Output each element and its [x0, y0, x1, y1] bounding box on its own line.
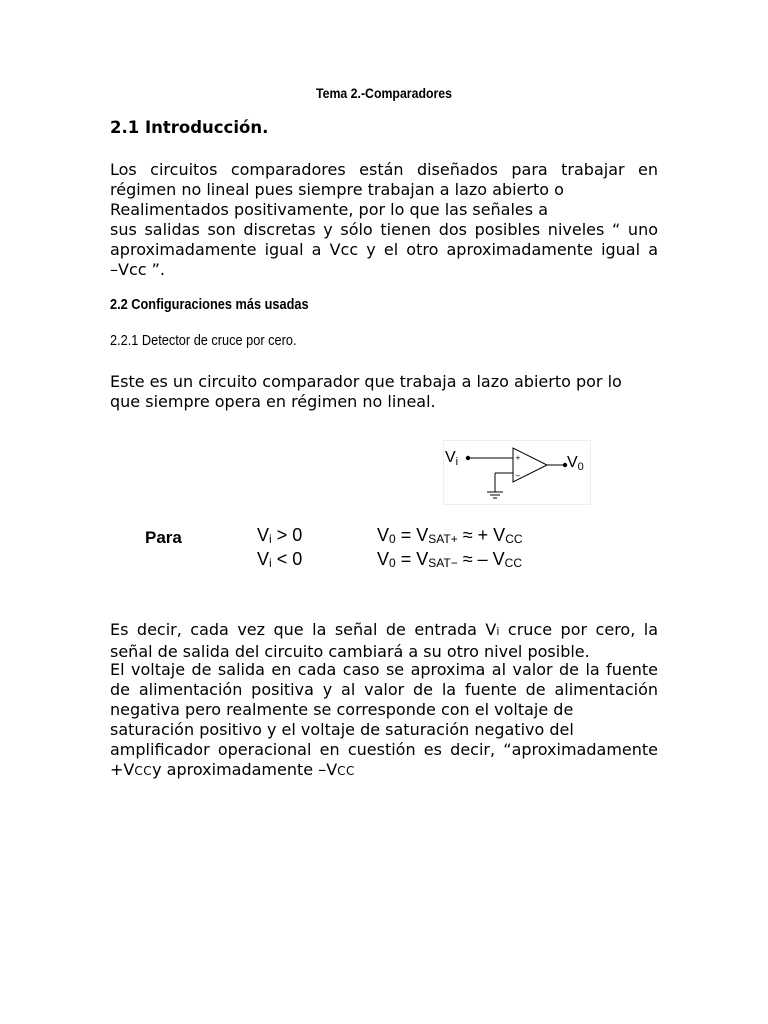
intro-line: régimen no lineal pues siempre trabajan a lazo abierto o: [110, 180, 564, 199]
input-label: Vi: [445, 449, 459, 468]
closing-paragraph-1: [110, 620, 658, 662]
intro-paragraph: [110, 160, 658, 280]
intro-line: Realimentados positivamente, por lo que las señales a: [110, 200, 548, 219]
equation-para-label: Para: [145, 528, 182, 547]
closing-line: amplificador operacional en cuestión es decir, “aproximadamente: [110, 740, 658, 759]
closing-paragraph-2: [110, 660, 658, 781]
comparator-circuit-diagram: [443, 440, 591, 505]
opamp-plus-sign: +: [515, 454, 521, 462]
detector-intro-paragraph: [110, 372, 658, 412]
closing-line: +VCCy aproximadamente –VCC: [110, 760, 355, 779]
detector-intro-line: Este es un circuito comparador que trabaja a lazo abierto por lo: [110, 372, 622, 391]
closing-line: señal de salida del circuito cambiará a su otro nivel posible.: [110, 642, 590, 661]
closing-line: de alimentación positiva y al valor de la fuente de alimentación: [110, 680, 658, 699]
intro-line: –Vcc ”.: [110, 260, 165, 279]
section-heading-introduccion: 2.1 Introducción.: [110, 118, 269, 137]
section-heading-configuraciones: 2.2 Configuraciones más usadas: [110, 297, 309, 313]
output-label: V0: [567, 454, 584, 473]
equation-condition-2: $V_i < 0$: [257, 549, 303, 570]
page-title: Tema 2.-Comparadores: [315, 85, 453, 101]
equation-condition-1: $V_i > 0$: [257, 525, 303, 546]
subsection-heading-detector: 2.2.1 Detector de cruce por cero.: [110, 333, 297, 349]
intro-line: aproximadamente igual a Vcc y el otro aproximadamente igual a: [110, 240, 658, 259]
equation-output-2: $V_0 = V_{SAT-}$ ≈ – $V_{CC}$: [377, 549, 523, 570]
intro-line: Los circuitos comparadores están diseñados para trabajar en: [110, 160, 658, 179]
closing-line: El voltaje de salida en cada caso se aproxima al valor de la fuente: [110, 660, 658, 679]
closing-line: saturación positivo y el voltaje de saturación negativo del: [110, 720, 574, 739]
closing-line: Es decir, cada vez que la señal de entrada Vi cruce por cero, la: [110, 620, 659, 639]
closing-line: negativa pero realmente se corresponde con el voltaje de: [110, 700, 574, 719]
opamp-minus-sign: −: [515, 472, 521, 480]
detector-intro-line: que siempre opera en régimen no lineal.: [110, 392, 436, 411]
intro-line: sus salidas son discretas y sólo tienen dos posibles niveles “ uno: [110, 220, 658, 239]
comparator-equations: [145, 525, 605, 575]
equation-output-1: $V_0 = V_{SAT+}$ ≈ + $V_{CC}$: [377, 525, 523, 546]
